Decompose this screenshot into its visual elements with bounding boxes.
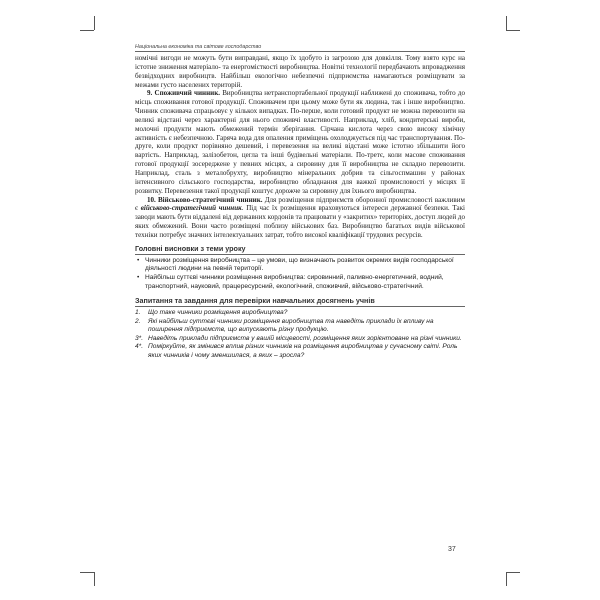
crop-mark-bottom-right-v [506,572,507,586]
conclusion-text: Найбільш суттєві чинники розміщення виробництва: сировинний, паливно-енергетичний, водний, транспортний, науковий, працересурсний, екологічний, споживчий, військово-стратегічний. [145,273,444,290]
list-item [135,318,465,335]
crop-mark-top-right-h [506,30,520,31]
list-item [135,257,465,274]
military-factor-heading: 10. Військово-стратегічний чинник. [147,195,263,204]
consumer-factor-text: Виробництва нетранспортабельної продукції наближені до споживача, тобто до місць споживання готової продукції. Споживачем при цьому може бути як людина, так і інше виробництво. Чинник споживача спрацьовує у кількох випадках. По-перше, коли готовий продукт не можна перевозити на великі відстані через характерні для нього споживчі властивості. Наприклад, хліб, кондитерські вироби, молочні продукти мають обмежений термін зберігання. Сірчана кислота через свою високу хімічну активність є небезпечною. Гаряча вода для опалення приміщень охолоджується під час транспортування. По-друге, коли продукт порівняно дешевий, і перевезення на великі відстані може істотно збільшити його вартість. Наприклад, залізобетон, цегла та інші будівельні матеріали. По-третє, коли масове споживання готової продукції зосереджене у певних місцях, а сировину для її виробництва не складно перевозити. Наприклад, сталь з металобрухту, виробництво мінеральних добрив та сільгоспмашин у районах інтенсивного сільського господарства, виробництво обладнання для важкої промисловості у місцях її розвитку. Перевезення такої продукції коштує дорожче за сировину для їхнього виробництва. [135,89,465,195]
conclusion-text: Чинники розміщення виробництва – це умови, що визначають розвиток окремих видів господарської діяльності людини на певній території. [145,256,454,273]
paragraph-consumer-factor [135,89,465,195]
question-number: 1. [135,309,141,317]
paragraph-ecology: номічні вигоди не можуть бути виправдані, якщо їх здобуто із загрозою для довкілля. Тому взято курс на істотне зниження матеріало- та енергомісткості виробництва. Новітні технології передбачають впровадження безвідходних виробництв. Найбільш екологічно небезпечні підприємства намагаються розміщувати за межами густо населених територій. [135,54,465,89]
tasks-list [135,309,465,361]
crop-mark-top-left-v [94,16,95,30]
paragraph-military-factor [135,196,465,240]
conclusions-title: Головні висновки з теми уроку [135,244,465,255]
tasks-title: Запитання та завдання для перевірки навчальних досягнень учнів [135,296,465,307]
question-number: 4*. [135,343,144,351]
question-text: Що таке чинники розміщення виробництва? [148,309,288,317]
military-factor-text-b: . Під час їх розміщення враховуються інтереси державної безпеки. Такі заводи мають бути віддалені від державних кордонів та працювати у «закритих» територіях, доступ людей до яких обмежений. Вони часто розміщені поблизу військових баз. Виробництво багатьох видів військової техніки потребує значних інтелектуальних затрат, тобто високої кваліфікації трудових ресурсів. [135,204,466,239]
crop-mark-bottom-right-h [506,572,520,573]
bullet-icon: • [137,256,140,264]
question-number: 2. [135,317,141,325]
list-item [135,343,465,360]
crop-mark-bottom-left-h [80,572,94,573]
bullet-icon: • [137,273,140,281]
military-factor-text-a: Для розміщення підприємств оборонної промисловості важливим є [135,195,465,213]
running-header: Національна економіка та світове господарство [135,44,465,52]
list-item [135,309,465,318]
question-text: Поміркуйте, як змінився вплив різних чинників на розміщення виробництва у сучасному світі. Роль яких чинників і чому зменшилася, а яких – зросла? [148,343,458,360]
military-factor-emphasis: військово-стратегічний чинник [140,204,242,213]
crop-mark-bottom-left-v [94,572,95,586]
book-page [135,44,465,361]
consumer-factor-heading: 9. Споживчий чинник. [147,89,221,98]
question-number: 3*. [135,334,144,342]
question-text: Наведіть приклади підприємств у вашій місцевості, розміщення яких зорієнтоване на різні чинники. [148,334,462,342]
crop-mark-top-right-v [506,16,507,30]
list-item [135,274,465,291]
page-number: 37 [448,546,456,553]
crop-mark-top-left-h [80,30,94,31]
question-text: Які найбільш суттєві чинники розміщення виробництва та наведіть приклади їх впливу на поширення підприємств, що випускають різну продукцію. [148,317,434,334]
main-text [135,54,465,240]
conclusions-list [135,257,465,291]
